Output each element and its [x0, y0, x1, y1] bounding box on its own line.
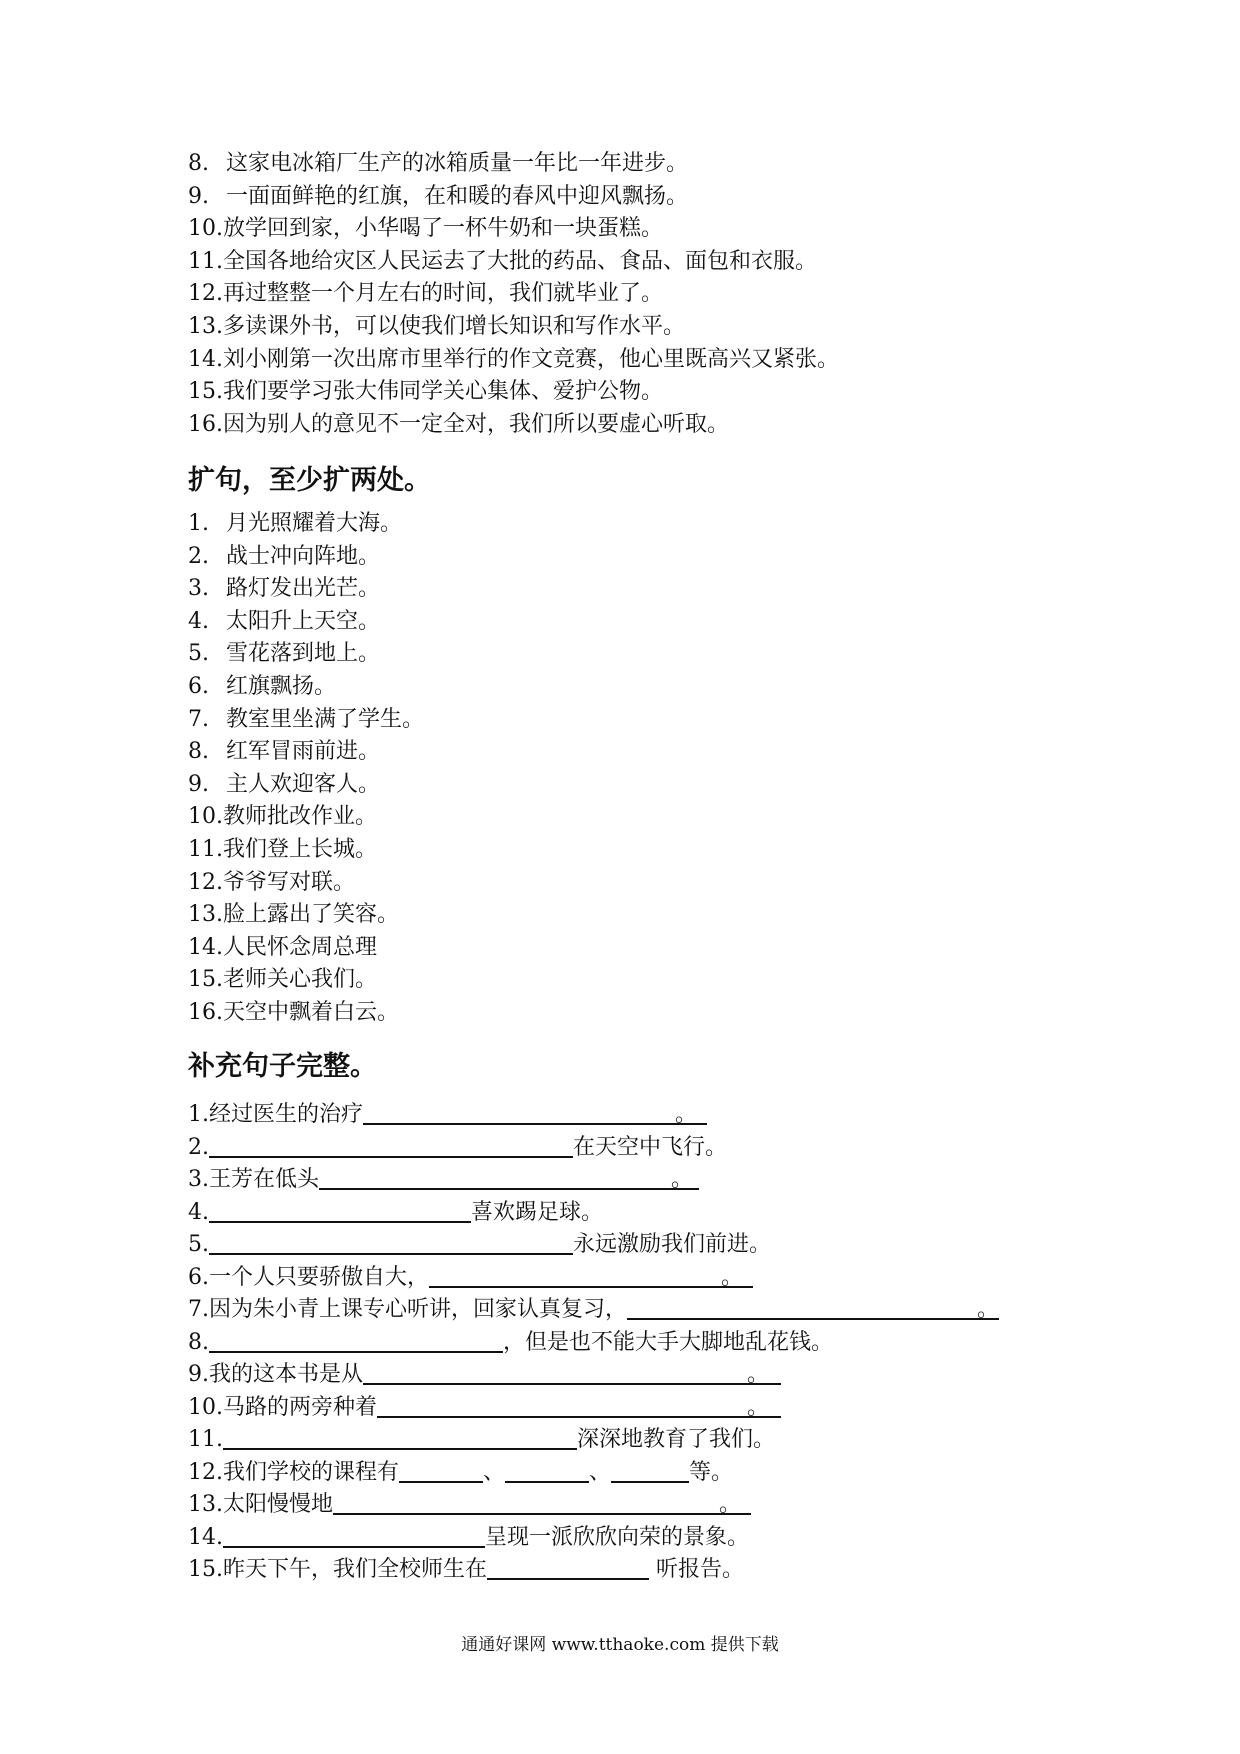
list-item: 11.我们登上长城。	[188, 836, 378, 862]
fill-item: 6.一个人只要骄傲自大， 。	[188, 1262, 999, 1295]
answer-blank[interactable]: 。	[363, 1099, 707, 1125]
answer-blank[interactable]	[209, 1229, 573, 1255]
page-footer: 通通好课网 www.tthaoke.com 提供下载	[461, 1635, 779, 1655]
list-item: 10.教师批改作业。	[188, 804, 378, 830]
answer-blank[interactable]: 。	[627, 1294, 999, 1320]
fill-item: 3.王芳在低头 。	[188, 1164, 999, 1197]
answer-blank[interactable]: 。	[429, 1262, 753, 1288]
answer-blank[interactable]	[399, 1457, 483, 1483]
fill-item: 2. 在天空中飞行。	[188, 1132, 999, 1165]
fill-item: 1.经过医生的治疗 。	[188, 1099, 999, 1132]
answer-blank[interactable]	[505, 1457, 589, 1483]
list-item: 15.我们要学习张大伟同学关心集体、爱护公物。	[188, 379, 664, 405]
fill-item: 12.我们学校的课程有 、 、 等。	[188, 1457, 999, 1490]
fill-item: 10.马路的两旁种着 。	[188, 1392, 999, 1425]
answer-blank[interactable]	[209, 1132, 573, 1158]
list-item: 12.再过整整一个月左右的时间，我们就毕业了。	[188, 281, 664, 307]
list-item: 3. 路灯发出光芒。	[188, 576, 381, 602]
list-item: 12.爷爷写对联。	[188, 869, 356, 895]
fill-item: 14. 呈现一派欣欣向荣的景象。	[188, 1522, 999, 1555]
list-item: 10.放学回到家，小华喝了一杯牛奶和一块蛋糕。	[188, 216, 664, 242]
fill-in-list	[188, 1099, 999, 1587]
list-item: 13.脸上露出了笑容。	[188, 902, 400, 928]
answer-blank[interactable]	[487, 1554, 649, 1580]
list-item: 15.老师关心我们。	[188, 967, 378, 993]
list-item: 11.全国各地给灾区人民运去了大批的药品、食品、面包和衣服。	[188, 248, 818, 274]
fill-item: 15.昨天下午，我们全校师生在 听报告。	[188, 1554, 999, 1587]
answer-blank[interactable]: 。	[363, 1359, 781, 1385]
fill-item: 7.因为朱小青上课专心听讲，回家认真复习， 。	[188, 1294, 999, 1327]
list-item: 1. 月光照耀着大海。	[188, 511, 403, 536]
list-item: 14.刘小刚第一次出席市里举行的作文竞赛，他心里既高兴又紧张。	[188, 346, 840, 372]
expand-sentence-list	[188, 508, 424, 1030]
fill-item: 5. 永远激励我们前进。	[188, 1229, 999, 1262]
list-item: 16.天空中飘着白云。	[188, 999, 400, 1025]
list-item: 9. 主人欢迎客人。	[188, 771, 381, 797]
list-item: 5. 雪花落到地上。	[188, 641, 381, 667]
answer-blank[interactable]: 。	[377, 1392, 781, 1418]
list-item: 9. 一面面鲜艳的红旗，在和暖的春风中迎风飘扬。	[188, 183, 689, 209]
sentence-correction-list	[188, 148, 839, 441]
fill-item: 4. 喜欢踢足球。	[188, 1197, 999, 1230]
fill-item: 8. ，但是也不能大手大脚地乱花钱。	[188, 1327, 999, 1360]
answer-blank[interactable]: 。	[319, 1164, 699, 1190]
list-item: 13.多读课外书，可以使我们增长知识和写作水平。	[188, 313, 686, 339]
list-item: 2. 战士冲向阵地。	[188, 543, 381, 569]
answer-blank[interactable]	[223, 1424, 577, 1450]
answer-blank[interactable]: 。	[333, 1489, 751, 1515]
fill-item: 9.我的这本书是从 。	[188, 1359, 999, 1392]
list-item: 8. 红军冒雨前进。	[188, 739, 381, 765]
answer-blank[interactable]	[209, 1327, 503, 1353]
list-item: 7. 教室里坐满了学生。	[188, 706, 425, 732]
section-heading-expand: 扩句，至少扩两处。	[188, 465, 431, 496]
fill-item: 13.太阳慢慢地 。	[188, 1489, 999, 1522]
answer-blank[interactable]	[209, 1197, 471, 1223]
list-item: 8. 这家电冰箱厂生产的冰箱质量一年比一年进步。	[188, 151, 689, 176]
list-item: 14.人民怀念周总理	[188, 934, 378, 960]
fill-item: 11. 深深地教育了我们。	[188, 1424, 999, 1457]
list-item: 4. 太阳升上天空。	[188, 608, 381, 634]
list-item: 16.因为别人的意见不一定全对，我们所以要虚心听取。	[188, 411, 730, 437]
list-item: 6. 红旗飘扬。	[188, 673, 337, 699]
answer-blank[interactable]	[611, 1457, 689, 1483]
section-heading-complete: 补充句子完整。	[188, 1051, 377, 1082]
answer-blank[interactable]	[223, 1522, 485, 1548]
